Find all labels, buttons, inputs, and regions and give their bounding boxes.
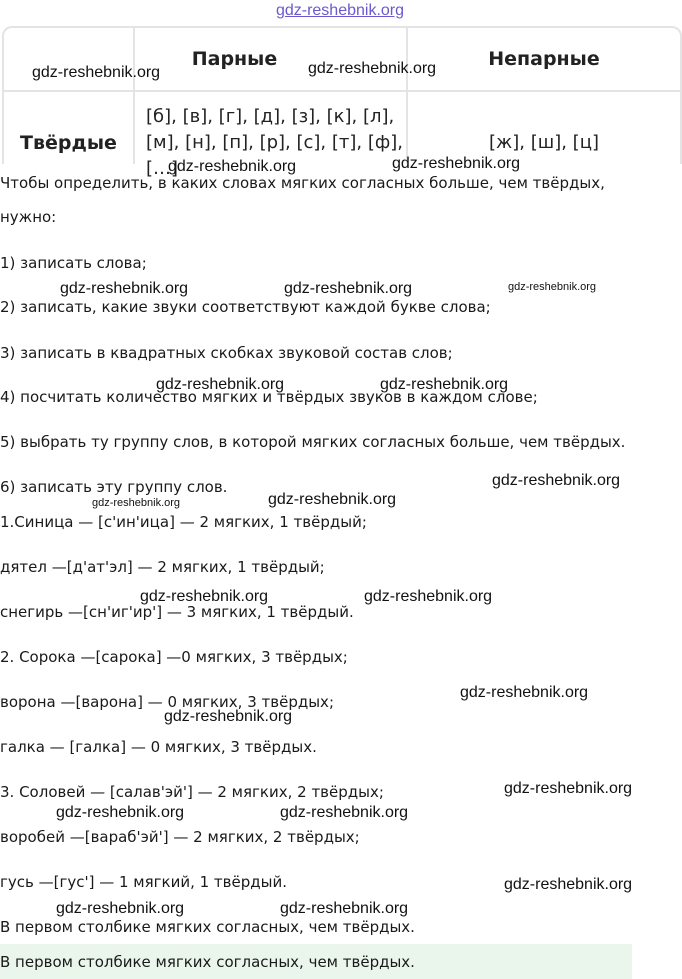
watermark: gdz-reshebnik.org [32,64,161,81]
watermark: gdz-reshebnik.org [164,708,293,725]
watermark: gdz-reshebnik.org [280,900,409,917]
analysis-line: гусь —[гус'] — 1 мягкий, 1 твёрдый. [0,873,287,891]
analysis-line: 1.Синица — [с'ин'ица] — 2 мягких, 1 твёрдый; [0,513,367,531]
step-item: 6) записать эту группу слов. [0,478,228,496]
watermark: gdz-reshebnik.org [168,158,297,175]
watermark: gdz-reshebnik.org [364,588,493,605]
watermark: gdz-reshebnik.org [508,281,597,293]
step-item: 2) записать, какие звуки соответствуют каждой букве слова; [0,298,491,316]
analysis-line: 2. Сорока —[сарока] —0 мягких, 3 твёрдых; [0,648,348,666]
watermark: gdz-reshebnik.org [280,804,409,821]
paired-consonants-line: […] [146,158,179,179]
step-item: 4) посчитать количество мягких и твёрдых звуков в каждом слове; [0,388,538,406]
step-item: 5) выбрать ту группу слов, в которой мягких согласных больше, чем твёрдых. [0,433,626,451]
watermark: gdz-reshebnik.org [504,876,633,893]
step-item: 1) записать слова; [0,254,147,272]
watermark: gdz-reshebnik.org [504,780,633,797]
unpaired-consonants: [ж], [ш], [ц] [489,132,599,153]
analysis-line: галка — [галка] — 0 мягких, 3 твёрдых. [0,738,317,756]
table-divider [4,90,680,92]
watermark: gdz-reshebnik.org [56,804,185,821]
watermark: gdz-reshebnik.org [156,376,285,393]
watermark: gdz-reshebnik.org [56,900,185,917]
analysis-line: ворона —[варона] — 0 мягких, 3 твёрдых; [0,693,334,711]
paired-consonants-line: [б], [в], [г], [д], [з], [к], [л], [146,106,395,127]
analysis-line: воробей —[вараб'эй'] — 2 мягких, 2 твёрдых; [0,828,360,846]
intro-line: нужно: [0,208,57,226]
watermark: gdz-reshebnik.org [460,684,589,701]
analysis-line: 3. Соловей — [салав'эй'] — 2 мягких, 2 твёрдых; [0,783,384,801]
watermark: gdz-reshebnik.org [92,497,181,509]
watermark: gdz-reshebnik.org [308,60,437,77]
watermark: gdz-reshebnik.org [380,376,509,393]
watermark: gdz-reshebnik.org [392,155,521,172]
table-row-label-hard: Твёрдые [20,132,117,154]
table-header-paired: Парные [191,48,278,70]
paired-consonants-line: [м], [н], [п], [р], [с], [т], [ф], [146,132,404,153]
intro-line: Чтобы определить, в каких словах мягких согласных больше, чем твёрдых, [0,174,605,192]
step-item: 3) записать в квадратных скобках звуковой состав слов; [0,344,453,362]
watermark: gdz-reshebnik.org [268,491,397,508]
site-watermark-link[interactable]: gdz-reshebnik.org [275,2,405,19]
watermark: gdz-reshebnik.org [492,472,621,489]
watermark: gdz-reshebnik.org [60,280,189,297]
analysis-line: снегирь —[сн'иг'ир'] — 3 мягких, 1 твёрдый. [0,603,354,621]
analysis-line: дятел —[д'ат'эл] — 2 мягких, 1 твёрдый; [0,558,325,576]
watermark: gdz-reshebnik.org [284,280,413,297]
conclusion-line: В первом столбике мягких согласных, чем твёрдых. [0,918,415,936]
watermark: gdz-reshebnik.org [140,588,269,605]
answer-text: В первом столбике мягких согласных, чем твёрдых. [0,953,415,971]
table-header-unpaired: Непарные [488,48,600,70]
